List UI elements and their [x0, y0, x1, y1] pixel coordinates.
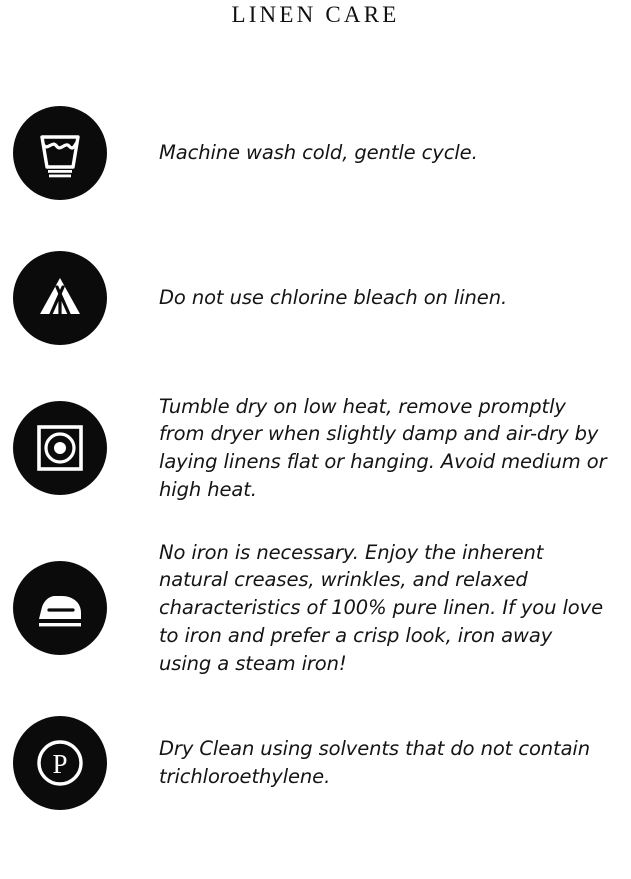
text-cell: [108, 284, 617, 312]
care-instruction-text: Dry Clean using solvents that do not contain trichloroethylene.: [159, 737, 591, 788]
icon-cell: [12, 401, 108, 495]
icon-cell: [12, 561, 108, 655]
iron-icon: [13, 561, 107, 655]
icon-cell: [12, 251, 108, 345]
text-cell: [108, 139, 617, 167]
text-cell: [108, 735, 617, 790]
care-instruction-list: [0, 78, 631, 838]
list-item: [0, 368, 631, 528]
do-not-bleach-icon: [13, 251, 107, 345]
list-item: [0, 688, 631, 838]
list-item: [0, 228, 631, 368]
care-instruction-text: No iron is necessary. Enjoy the inherent natural creases, wrinkles, and relaxed characteristics of 100% pure linen. If you love to iron and prefer a crisp look, iron away using a steam iron!: [159, 540, 603, 675]
icon-cell: [12, 106, 108, 200]
page-title: LINEN CARE: [231, 2, 400, 27]
list-item: [0, 78, 631, 228]
icon-cell: [12, 716, 108, 810]
care-instruction-text: Tumble dry on low heat, remove promptly from dryer when slightly damp and air-dry by laying linens flat or hanging. Avoid medium or high heat.: [159, 394, 607, 501]
tumble-dry-low-icon: [13, 401, 107, 495]
care-instruction-text: Do not use chlorine bleach on linen.: [159, 286, 508, 310]
svg-text:P: P: [52, 749, 68, 779]
dry-clean-p-icon: [13, 716, 107, 810]
text-cell: [108, 539, 617, 677]
text-cell: [108, 393, 617, 504]
care-instruction-text: Machine wash cold, gentle cycle.: [159, 141, 478, 165]
list-item: [0, 528, 631, 688]
machine-wash-icon: [13, 106, 107, 200]
